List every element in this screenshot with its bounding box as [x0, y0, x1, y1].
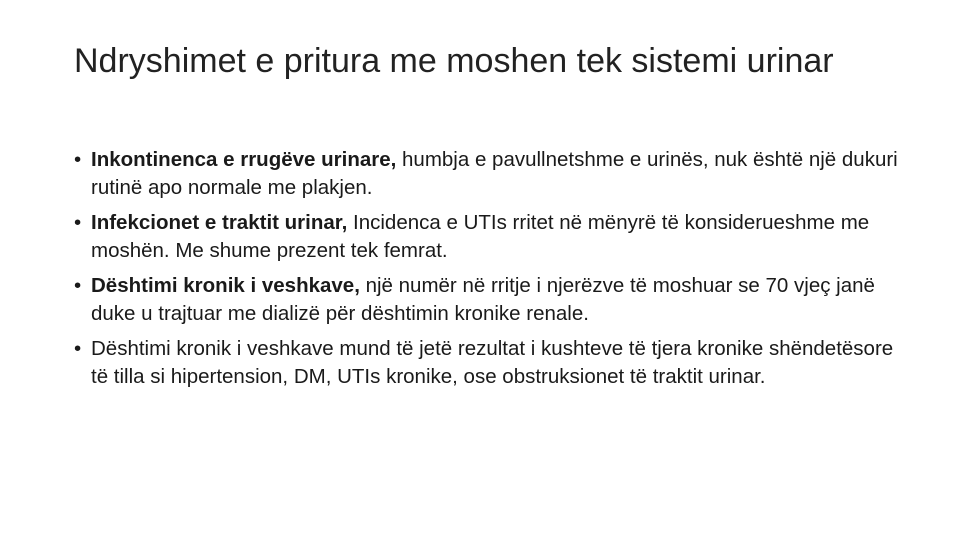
bullet-list [74, 146, 904, 398]
bullet-text: Incidenca e UTIs rritet në mënyrë të konsiderueshme me moshën. Me shume prezent tek femrat. [91, 211, 870, 262]
bullet-item [74, 146, 904, 202]
bullet-marker: • [74, 148, 82, 171]
bullet-heading: Dështimi kronik i veshkave, [91, 274, 360, 297]
bullet-text: humbja e pavullnetshme e urinës, nuk është një dukuri rutinë apo normale me plakjen. [91, 148, 898, 199]
bullet-item [74, 272, 904, 328]
bullet-marker: • [74, 337, 82, 360]
bullet-item [74, 209, 904, 265]
bullet-heading: Infekcionet e traktit urinar, [91, 211, 348, 234]
bullet-text: Dështimi kronik i veshkave mund të jetë rezultat i kushteve të tjera kronike shëndetësore të tilla si hipertension, DM, UTIs kronike, ose obstruksionet të traktit urinar. [91, 337, 894, 388]
slide-title: Ndryshimet e pritura me moshen tek sistemi urinar [74, 42, 834, 80]
bullet-marker: • [74, 274, 82, 297]
bullet-text: një numër në rritje i njerëzve të moshuar se 70 vjeç janë duke u trajtuar me dializë për dështimin kronike renale. [91, 274, 875, 325]
bullet-heading: Inkontinenca e rrugëve urinare, [91, 148, 397, 171]
bullet-item [74, 335, 904, 391]
bullet-marker: • [74, 211, 82, 234]
